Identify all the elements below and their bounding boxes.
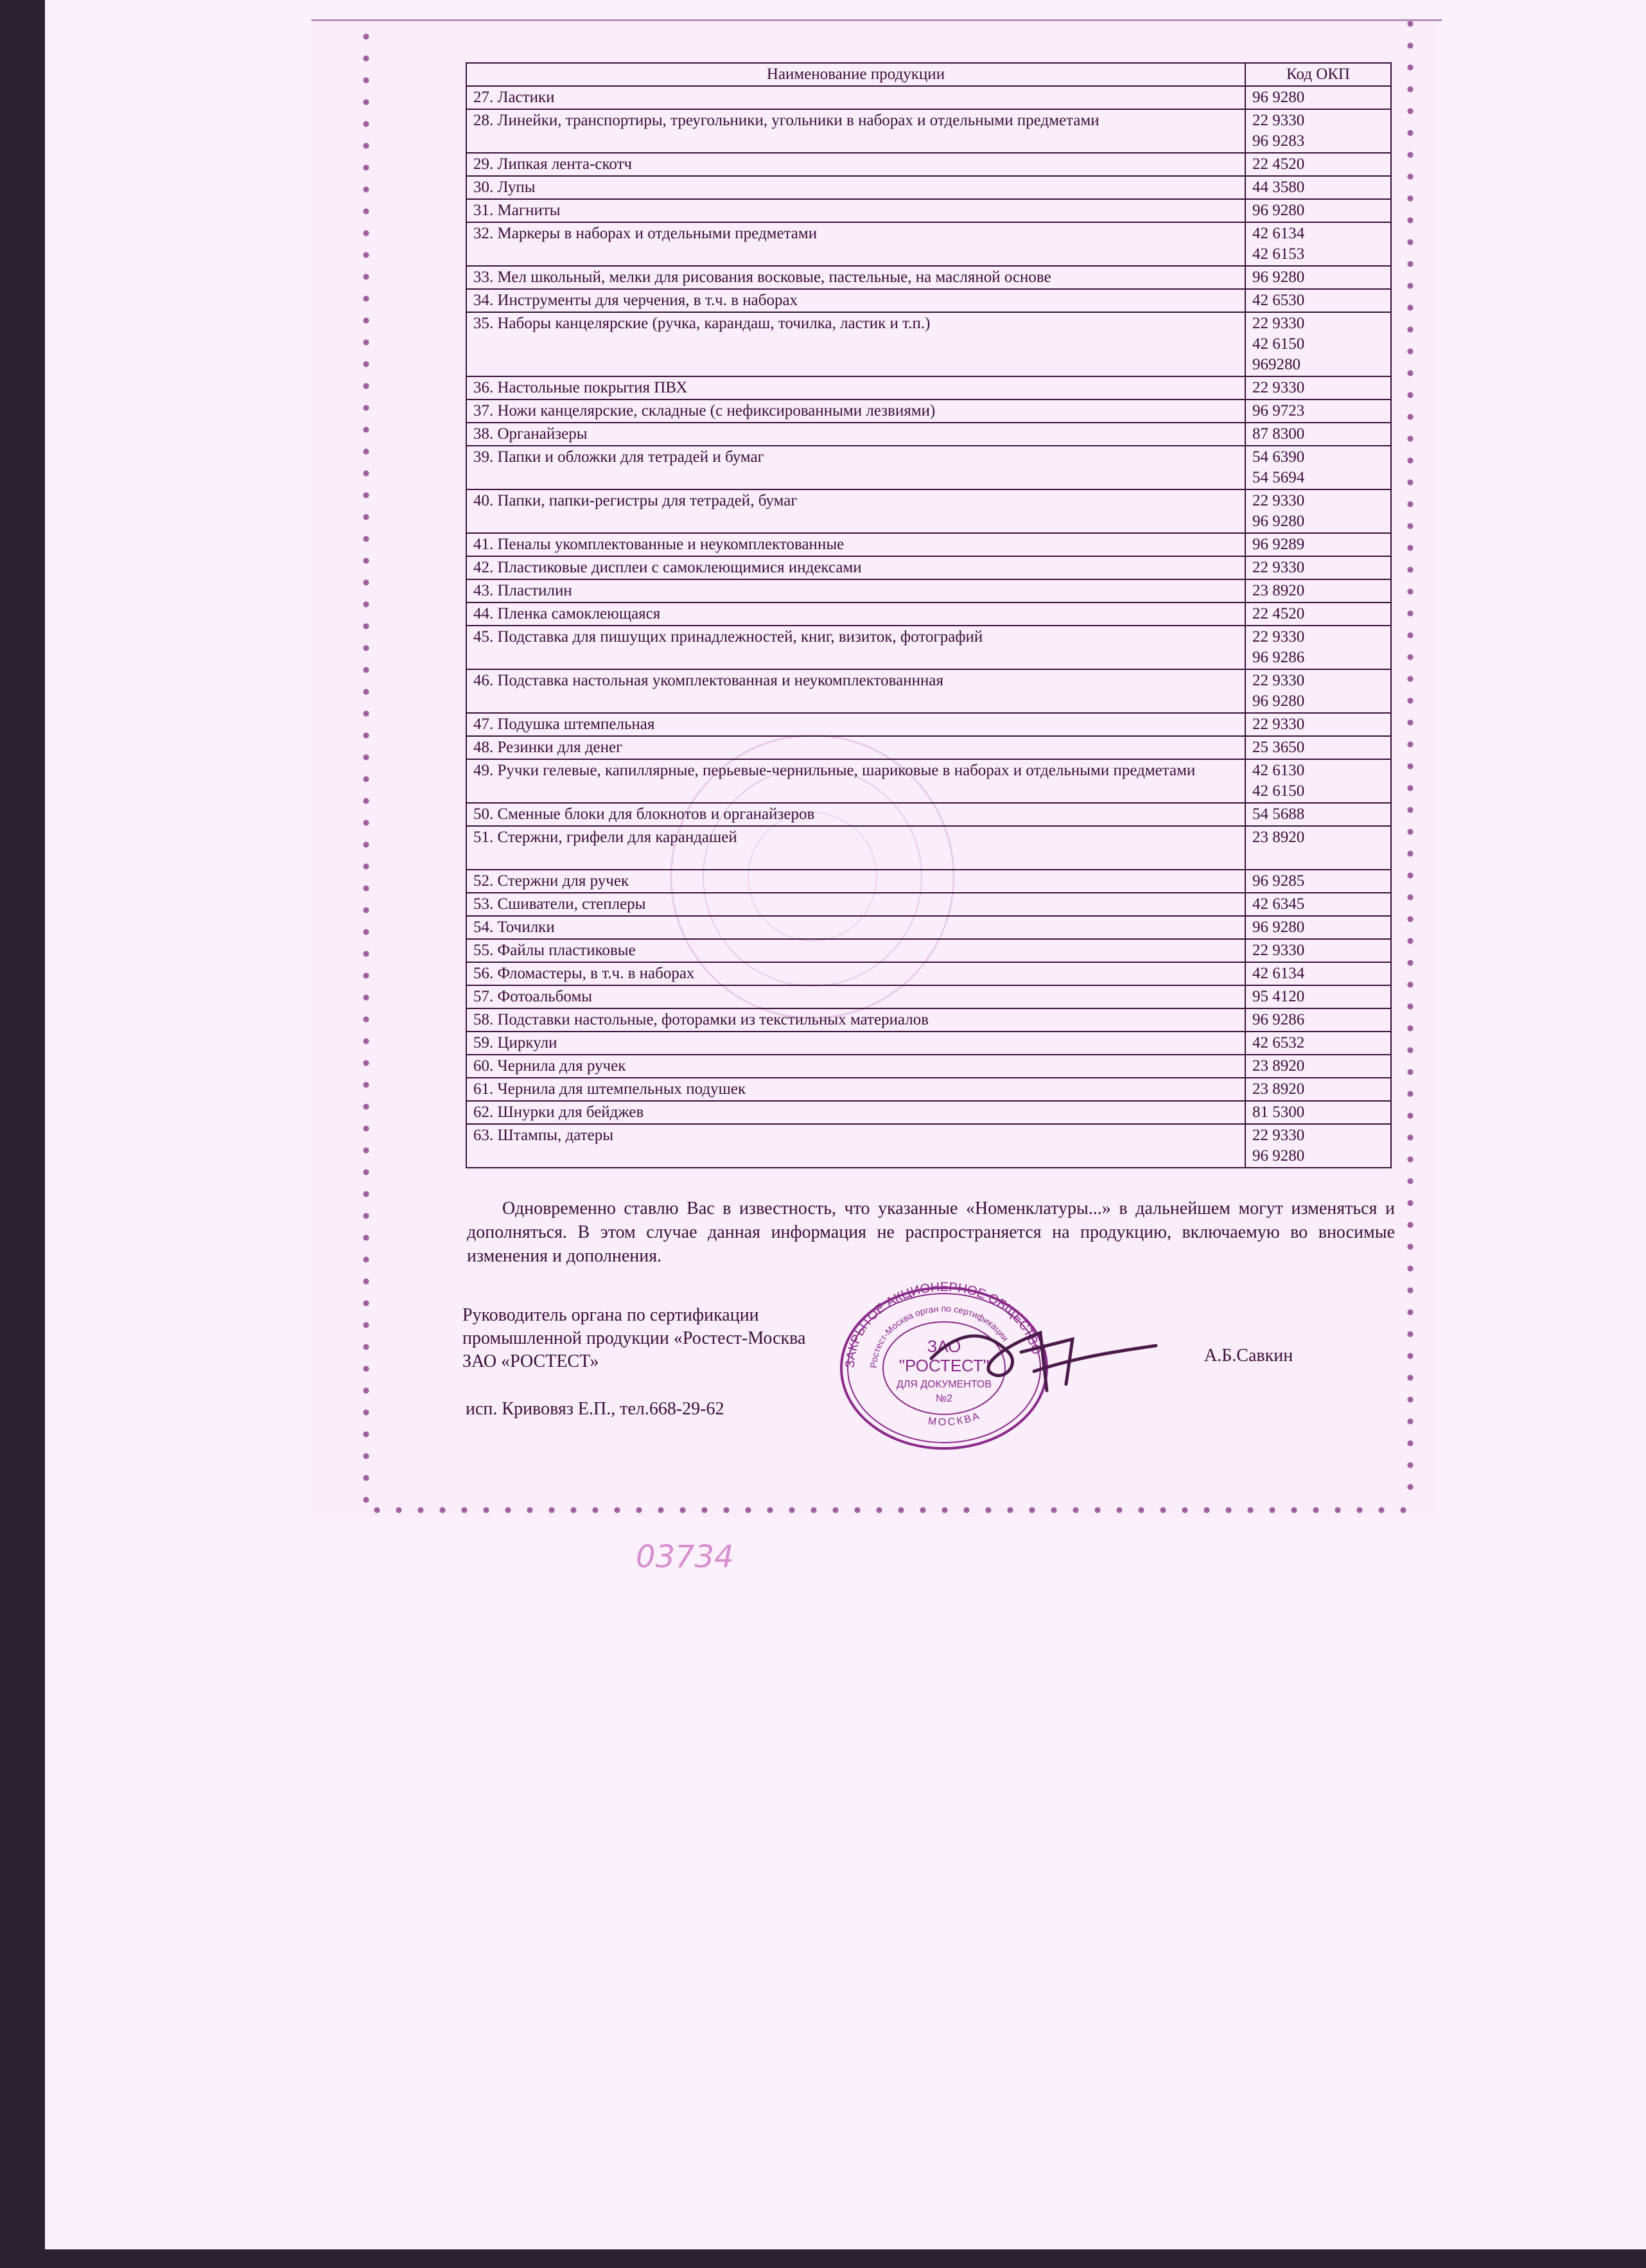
okp-code: 95 4120 [1252,988,1305,1005]
product-name-cell: 36. Настольные покрытия ПВХ [466,376,1245,400]
table-row [466,1101,1391,1124]
okp-code: 42 6134 [1252,965,1305,982]
header-okp-code: Код ОКП [1245,63,1391,86]
okp-code-cell [1245,803,1391,826]
table-row [466,870,1391,893]
table-row [466,626,1391,669]
okp-code: 25 3650 [1252,739,1305,756]
okp-code-cell [1245,1032,1391,1055]
okp-code: 22 9330 [1252,628,1305,646]
table-row [466,533,1391,556]
product-name-cell: 28. Линейки, транспортиры, треугольники, угольники в наборах и отдельными предметами [466,109,1245,153]
product-name-cell: 63. Штампы, датеры [466,1124,1245,1168]
table-body [466,86,1391,1168]
product-name-cell: 41. Пеналы укомплектованные и неукомплектованные [466,533,1245,556]
product-name-cell: 57. Фотоальбомы [466,985,1245,1008]
okp-code: 96 9286 [1252,1011,1305,1028]
table-row [466,376,1391,400]
okp-code-cell [1245,985,1391,1008]
okp-code: 42 6153 [1252,245,1305,263]
okp-code-cell [1245,489,1391,533]
scanner-edge-bottom [0,2249,1646,2268]
page-top-edge [311,19,1442,21]
okp-code: 22 9330 [1252,942,1305,959]
okp-code-cell [1245,1078,1391,1101]
okp-code: 22 9330 [1252,112,1305,129]
product-name-cell: 39. Папки и обложки для тетрадей и бумаг [466,446,1245,489]
table-row [466,1124,1391,1168]
product-name-cell: 34. Инструменты для черчения, в т.ч. в наборах [466,289,1245,312]
okp-code: 42 6150 [1252,782,1305,800]
decorative-border-left [358,26,374,1503]
stamp-city: МОСКВА [927,1410,983,1428]
table-row [466,985,1391,1008]
product-name-cell: 52. Стержни для ручек [466,870,1245,893]
product-name-cell: 44. Пленка самоклеющаяся [466,602,1245,626]
okp-code-cell [1245,939,1391,962]
okp-code-cell [1245,579,1391,602]
okp-code-cell [1245,109,1391,153]
handwritten-number [633,1536,767,1575]
stamp-inner-text: Ростест-Москва орган по сертификации [868,1303,1011,1369]
table-row [466,266,1391,289]
product-name-cell: 49. Ручки гелевые, капиллярные, перьевые-чернильные, шариковые в наборах и отдельными предметами [466,759,1245,803]
product-name-cell: 46. Подставка настольная укомплектованная и неукомплектованнная [466,669,1245,713]
stamp-outer-text: ЗАКРЫТОЕ АКЦИОНЕРНОЕ ОБЩЕСТВО [843,1279,1044,1369]
okp-code-cell [1245,826,1391,870]
okp-code-cell [1245,759,1391,803]
svg-text:МОСКВА [927,1411,983,1428]
table-row [466,916,1391,939]
okp-code-cell [1245,1101,1391,1124]
okp-code-cell [1245,400,1391,423]
notice-paragraph: Одновременно ставлю Вас в известность, что указанные «Номенклатуры...» в дальнейшем могут изменяться и дополняться. В этом случае данная информация не распространяется на продукцию, включаемую во вносимые изменения и дополнения. [467,1199,1395,1266]
okp-code: 23 8920 [1252,1080,1305,1098]
table-row [466,669,1391,713]
product-name-cell: 61. Чернила для штемпельных подушек [466,1078,1245,1101]
okp-code-cell [1245,176,1391,199]
okp-code-cell [1245,153,1391,176]
okp-code: 96 9283 [1252,132,1305,150]
table-row [466,289,1391,312]
product-name-cell: 45. Подставка для пишущих принадлежностей, книг, визиток, фотографий [466,626,1245,669]
signer-line-2: промышленной продукции «Ростест-Москва [462,1328,806,1348]
product-name-cell: 58. Подставки настольные, фоторамки из текстильных материалов [466,1008,1245,1032]
okp-code: 96 9285 [1252,872,1305,890]
okp-code: 54 5688 [1252,805,1305,823]
okp-code: 96 9723 [1252,402,1305,419]
okp-code: 96 9280 [1252,1147,1305,1165]
table-row [466,109,1391,153]
signer-line-1: Руководитель органа по сертификации [462,1305,759,1325]
product-name-cell: 47. Подушка штемпельная [466,713,1245,736]
product-name-cell: 48. Резинки для денег [466,736,1245,759]
table-row [466,826,1391,870]
okp-code-cell [1245,669,1391,713]
okp-code-cell [1245,376,1391,400]
table-row [466,1055,1391,1078]
okp-code: 22 9330 [1252,672,1305,689]
stamp-center-3: ДЛЯ ДОКУМЕНТОВ [896,1379,992,1390]
okp-code: 22 9330 [1252,1127,1305,1144]
okp-code: 54 5694 [1252,469,1305,486]
okp-code-cell [1245,870,1391,893]
okp-code: 969280 [1252,356,1300,373]
table-row [466,400,1391,423]
okp-code-cell [1245,312,1391,376]
signer-line-3: ЗАО «РОСТЕСТ» [462,1351,599,1371]
product-name-cell: 42. Пластиковые дисплеи с самоклеющимися индексами [466,556,1245,579]
product-name-cell: 60. Чернила для ручек [466,1055,1245,1078]
okp-code-cell [1245,86,1391,109]
okp-code: 23 8920 [1252,582,1305,599]
okp-code: 96 9280 [1252,89,1305,106]
product-name-cell: 32. Маркеры в наборах и отдельными предметами [466,222,1245,266]
product-name-cell: 35. Наборы канцелярские (ручка, карандаш, точилка, ластик и т.п.) [466,312,1245,376]
okp-code: 81 5300 [1252,1103,1305,1121]
okp-code: 23 8920 [1252,829,1305,846]
signer-block [462,1304,805,1373]
table-row [466,1078,1391,1101]
table-row [466,199,1391,222]
okp-code: 42 6532 [1252,1034,1305,1051]
table-row [466,579,1391,602]
product-name-cell: 27. Ластики [466,86,1245,109]
table-row [466,893,1391,916]
product-name-cell: 40. Папки, папки-регистры для тетрадей, бумаг [466,489,1245,533]
product-name-cell: 55. Файлы пластиковые [466,939,1245,962]
table-row [466,962,1391,985]
okp-code: 42 6150 [1252,335,1305,353]
table-row [466,556,1391,579]
okp-code: 22 9330 [1252,559,1305,576]
table-row [466,423,1391,446]
decorative-border-right [1402,13,1419,1503]
okp-code: 22 9330 [1252,492,1305,509]
product-name-cell: 53. Сшиватели, степлеры [466,893,1245,916]
table-row [466,1032,1391,1055]
okp-code-cell [1245,1055,1391,1078]
okp-code: 96 9280 [1252,268,1305,286]
okp-code-cell [1245,916,1391,939]
stamp-center-1: ЗАО [927,1337,961,1356]
product-name-cell: 43. Пластилин [466,579,1245,602]
okp-code: 96 9289 [1252,536,1305,553]
okp-code: 22 4520 [1252,155,1305,173]
product-name-cell: 37. Ножи канцелярские, складные (с нефиксированными лезвиями) [466,400,1245,423]
okp-code: 87 8300 [1252,425,1305,443]
okp-code: 42 6134 [1252,225,1305,242]
okp-code: 22 4520 [1252,605,1305,622]
executor-contact: исп. Кривовяз Е.П., тел.668-29-62 [466,1399,724,1419]
okp-code-cell [1245,423,1391,446]
okp-code: 96 9280 [1252,919,1305,936]
product-name-cell: 33. Мел школьный, мелки для рисования восковые, пастельные, на масляной основе [466,266,1245,289]
okp-code-cell [1245,199,1391,222]
table-row [466,153,1391,176]
product-name-cell: 31. Магниты [466,199,1245,222]
okp-code-cell [1245,266,1391,289]
stamp-number: №2 [935,1393,953,1404]
okp-code: 22 9330 [1252,716,1305,733]
table-header-row [466,63,1391,86]
okp-code: 23 8920 [1252,1057,1305,1075]
table-row [466,602,1391,626]
okp-code: 42 6130 [1252,762,1305,779]
product-name-cell: 54. Точилки [466,916,1245,939]
decorative-border-bottom [366,1502,1419,1518]
table-row [466,489,1391,533]
product-name-cell: 51. Стержни, грифели для карандашей [466,826,1245,870]
table-row [466,759,1391,803]
okp-code: 96 9280 [1252,513,1305,530]
okp-code [1252,848,1384,868]
okp-code-cell [1245,626,1391,669]
handwritten-number-text: 03734 [636,1539,734,1575]
okp-code-cell [1245,556,1391,579]
product-name-cell: 56. Фломастеры, в т.ч. в наборах [466,962,1245,985]
okp-code-cell [1245,1124,1391,1168]
signer-name: А.Б.Савкин [1204,1346,1293,1366]
table-row [466,312,1391,376]
okp-code: 44 3580 [1252,179,1305,196]
table-row [466,939,1391,962]
okp-code-cell [1245,289,1391,312]
okp-code: 96 9280 [1252,692,1305,710]
okp-code: 42 6345 [1252,895,1305,913]
okp-code: 22 9330 [1252,315,1305,332]
okp-code-cell [1245,893,1391,916]
okp-code-cell [1245,962,1391,985]
handwritten-signature [925,1314,1162,1397]
scanner-edge-left [0,0,45,2268]
product-name-cell: 62. Шнурки для бейджев [466,1101,1245,1124]
table-row [466,446,1391,489]
okp-code-cell [1245,1008,1391,1032]
table-row [466,86,1391,109]
okp-code: 96 9280 [1252,202,1305,219]
okp-code-cell [1245,533,1391,556]
okp-code-cell [1245,222,1391,266]
okp-code: 42 6530 [1252,292,1305,309]
table-row [466,803,1391,826]
products-table [466,62,1392,1168]
okp-code: 54 6390 [1252,448,1305,466]
okp-code: 22 9330 [1252,379,1305,396]
product-name-cell: 38. Органайзеры [466,423,1245,446]
product-name-cell: 59. Циркули [466,1032,1245,1055]
product-name-cell: 50. Сменные блоки для блокнотов и органайзеров [466,803,1245,826]
okp-code-cell [1245,446,1391,489]
okp-code: 96 9286 [1252,649,1305,666]
table-row [466,222,1391,266]
okp-code-cell [1245,736,1391,759]
table-row [466,176,1391,199]
header-product-name: Наименование продукции [466,63,1245,86]
okp-code-cell [1245,602,1391,626]
okp-code-cell [1245,713,1391,736]
table-row [466,713,1391,736]
product-name-cell: 29. Липкая лента-скотч [466,153,1245,176]
stamp-center-2: "РОСТЕСТ" [898,1356,990,1375]
table-row [466,736,1391,759]
table-row [466,1008,1391,1032]
product-name-cell: 30. Лупы [466,176,1245,199]
